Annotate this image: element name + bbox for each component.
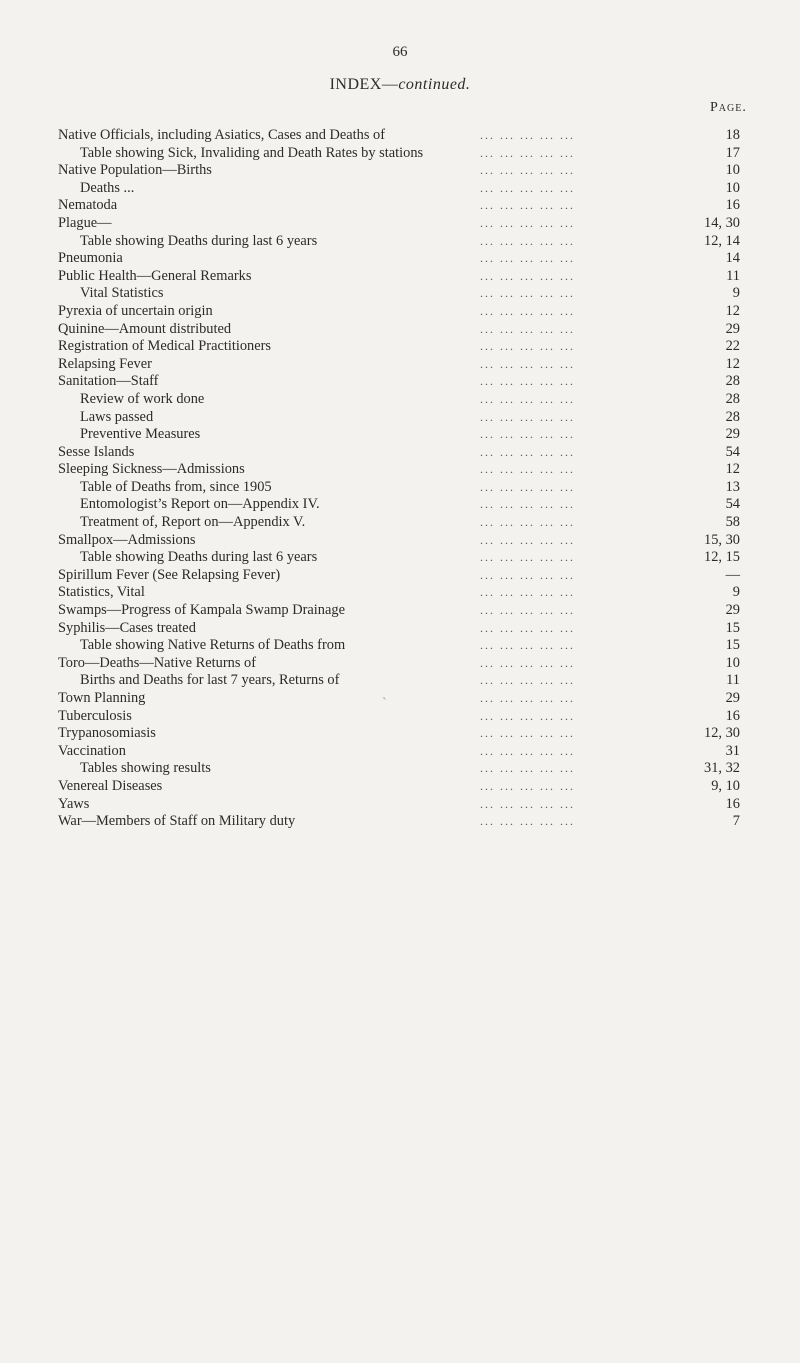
index-entry-label: Nematoda — [58, 197, 118, 214]
heading-continued: continued. — [398, 76, 471, 93]
index-entry-leader: ... ... ... ... ... — [480, 726, 575, 741]
index-entry-label: Vital Statistics — [80, 285, 164, 302]
index-entry-label: Toro—Deaths—Native Returns of — [58, 654, 257, 671]
index-entry-page: 12 — [725, 461, 740, 478]
index-entry-label: Pyrexia of uncertain origin — [58, 302, 213, 319]
index-entry-leader: ... ... ... ... ... — [480, 268, 575, 283]
index-entry — [0, 250, 800, 268]
index-entry-label: Relapsing Fever — [58, 355, 152, 372]
index-entry-page: — — [725, 566, 740, 583]
index-entry-leader: ... ... ... ... ... — [480, 251, 575, 266]
index-entry — [0, 285, 800, 303]
index-entry-leader: ... ... ... ... ... — [480, 708, 575, 723]
index-entry-label: Preventive Measures — [80, 426, 201, 443]
index-entry — [0, 444, 800, 462]
index-entry-label: Pneumonia — [58, 250, 123, 267]
index-entry-label: Sesse Islands — [58, 443, 135, 460]
index-entry-page: 9 — [732, 584, 740, 601]
index-entry-page: 15 — [725, 619, 740, 636]
heading-title: INDEX— — [329, 76, 399, 93]
index-entry-label: Vaccination — [58, 742, 126, 759]
index-entry-page: 14 — [725, 250, 740, 267]
index-entry-page: 12 — [725, 302, 740, 319]
index-entry-leader: ... ... ... ... ... — [480, 339, 575, 354]
index-entry — [0, 620, 800, 638]
index-entry — [0, 760, 800, 778]
index-entry — [0, 426, 800, 444]
index-entry — [0, 708, 800, 726]
index-entry — [0, 338, 800, 356]
index-entry-leader: ... ... ... ... ... — [480, 374, 575, 389]
index-entry — [0, 637, 800, 655]
index-entry-leader: ... ... ... ... ... — [480, 655, 575, 670]
index-entry-leader: ... ... ... ... ... — [480, 585, 575, 600]
index-entry — [0, 602, 800, 620]
index-entry-leader: ... ... ... ... ... — [480, 444, 575, 459]
index-entry-page: 58 — [725, 514, 740, 531]
index-entry — [0, 162, 800, 180]
index-entry-leader: ... ... ... ... ... — [480, 462, 575, 477]
index-entry-leader: ... ... ... ... ... — [480, 603, 575, 618]
index-entry-label: Tuberculosis — [58, 707, 132, 724]
index-entry — [0, 303, 800, 321]
index-entry — [0, 461, 800, 479]
index-entry-label: Trypanosomiasis — [58, 725, 156, 742]
index-entry — [0, 127, 800, 145]
index-entry-label: Table showing Native Returns of Deaths from — [80, 637, 346, 654]
index-entry-page: 10 — [725, 654, 740, 671]
index-entry-page: 31 — [725, 742, 740, 759]
index-entry-leader: ... ... ... ... ... — [480, 620, 575, 635]
index-entry-page: 16 — [725, 707, 740, 724]
index-entry-page: 31, 32 — [704, 760, 740, 777]
page-column-header: Page. — [710, 100, 747, 115]
index-entry-page: 28 — [725, 373, 740, 390]
index-entry — [0, 725, 800, 743]
index-entry — [0, 215, 800, 233]
index-entry-leader: ... ... ... ... ... — [480, 233, 575, 248]
index-entry-page: 11 — [726, 267, 740, 284]
index-entry — [0, 479, 800, 497]
index-entry-leader: ... ... ... ... ... — [480, 761, 575, 776]
index-entry-label: War—Members of Staff on Military duty — [58, 813, 296, 830]
index-entry — [0, 584, 800, 602]
index-entry — [0, 743, 800, 761]
index-entry-page: 12 — [725, 355, 740, 372]
index-entry-leader: ... ... ... ... ... — [480, 479, 575, 494]
index-entry-label: Town Planning — [58, 690, 146, 706]
index-entry-label: Venereal Diseases — [58, 777, 163, 794]
index-entry — [0, 532, 800, 550]
index-entry — [0, 268, 800, 286]
index-entry-leader: ... ... ... ... ... — [480, 128, 575, 142]
index-entry-label: Laws passed — [80, 408, 154, 425]
index-entry-label: Births and Deaths for last 7 years, Returns of — [80, 672, 340, 689]
index-entry-page: 29 — [725, 320, 740, 337]
index-entry-label: Table showing Sick, Invaliding and Death Rates by stations — [80, 144, 424, 161]
index-entry-label: Sleeping Sickness—Admissions — [58, 461, 245, 478]
index-entry-label: Quinine—Amount distributed — [58, 320, 232, 337]
index-entry-leader: ... ... ... ... ... — [480, 497, 575, 512]
index-entry-page: 10 — [725, 162, 740, 179]
index-entry-leader: ... ... ... ... ... — [480, 673, 575, 688]
index-entry-leader: ... ... ... ... ... — [480, 515, 575, 530]
index-entry-leader: ... ... ... ... ... — [480, 286, 575, 301]
index-entry — [0, 356, 800, 374]
scan-speck: ˴ — [382, 690, 387, 705]
index-entry-leader: ... ... ... ... ... — [480, 796, 575, 811]
index-entry-leader: ... ... ... ... ... — [480, 303, 575, 318]
index-entry-leader: ... ... ... ... ... — [480, 321, 575, 336]
index-entry-page: 22 — [725, 338, 740, 355]
index-entry-leader: ... ... ... ... ... — [480, 180, 575, 195]
index-entry — [0, 778, 800, 796]
index-entry-label: Public Health—General Remarks — [58, 267, 252, 284]
index-entry-leader: ... ... ... ... ... — [480, 145, 575, 160]
index-entry-page: 16 — [725, 795, 740, 812]
index-entry-page: 12, 14 — [704, 232, 740, 249]
index-entry-page: 9, 10 — [711, 777, 740, 794]
index-entry-leader: ... ... ... ... ... — [480, 691, 575, 705]
index-entry — [0, 549, 800, 567]
index-entry-leader: ... ... ... ... ... — [480, 743, 575, 758]
index-entry — [0, 567, 800, 585]
index-entry-page: 11 — [726, 672, 740, 689]
index-entry-label: Smallpox—Admissions — [58, 531, 196, 548]
index-entry-page: 7 — [732, 813, 740, 830]
index-entry — [0, 321, 800, 339]
index-entry — [0, 233, 800, 251]
index-entry-label: Spirillum Fever (See Relapsing Fever) — [58, 566, 281, 583]
index-entry-leader: ... ... ... ... ... — [480, 356, 575, 371]
index-entry-label: Tables showing results — [80, 760, 211, 777]
index-entry-leader: ... ... ... ... ... — [480, 814, 575, 829]
index-entry-label: Swamps—Progress of Kampala Swamp Drainage — [58, 602, 345, 619]
index-entry-page: 29 — [725, 690, 740, 706]
index-entry-page: 15 — [725, 637, 740, 654]
index-entry — [0, 672, 800, 690]
index-entry-label: Deaths ... — [80, 179, 135, 196]
index-entry-label: Treatment of, Report on—Appendix V. — [80, 514, 306, 531]
index-entry-page: 14, 30 — [704, 214, 740, 231]
index-entry-page: 28 — [725, 408, 740, 425]
index-entry-page: 54 — [725, 443, 740, 460]
index-entry-page: 9 — [732, 285, 740, 302]
index-entry-label: Sanitation—Staff — [58, 373, 159, 390]
index-list — [0, 127, 800, 831]
index-entry-leader: ... ... ... ... ... — [480, 215, 575, 230]
index-entry-page: 13 — [725, 478, 740, 495]
index-entry-label: Table showing Deaths during last 6 years — [80, 232, 318, 249]
index-entry-page: 10 — [725, 179, 740, 196]
index-entry — [0, 409, 800, 427]
page-number: 66 — [392, 44, 408, 60]
index-entry-leader: ... ... ... ... ... — [480, 163, 575, 178]
index-entry — [0, 197, 800, 215]
index-entry-label: Statistics, Vital — [58, 584, 145, 601]
index-entry-label: Table showing Deaths during last 6 years — [80, 549, 318, 566]
index-entry-page: 12, 30 — [704, 725, 740, 742]
index-entry — [0, 373, 800, 391]
index-entry-label: Entomologist’s Report on—Appendix IV. — [80, 496, 320, 513]
index-entry-page: 12, 15 — [704, 549, 740, 566]
index-entry-leader: ... ... ... ... ... — [480, 532, 575, 547]
index-entry-leader: ... ... ... ... ... — [480, 409, 575, 424]
index-entry-label: Review of work done — [80, 390, 205, 407]
index-entry-label: Native Population—Births — [58, 162, 212, 179]
index-entry-page: 16 — [725, 197, 740, 214]
index-entry — [0, 690, 800, 708]
index-entry-leader: ... ... ... ... ... — [480, 567, 575, 582]
index-entry-label: Plague— — [58, 214, 112, 231]
index-entry-page: 29 — [725, 426, 740, 443]
index-entry-page: 54 — [725, 496, 740, 513]
index-entry-leader: ... ... ... ... ... — [480, 638, 575, 653]
index-entry-page: 15, 30 — [704, 531, 740, 548]
index-entry-label: Registration of Medical Practitioners — [58, 338, 272, 355]
index-entry-label: Syphilis—Cases treated — [58, 619, 196, 636]
index-entry-leader: ... ... ... ... ... — [480, 427, 575, 442]
index-entry — [0, 391, 800, 409]
index-entry-page: 17 — [725, 144, 740, 161]
index-entry — [0, 145, 800, 163]
index-entry — [0, 655, 800, 673]
index-entry-leader: ... ... ... ... ... — [480, 198, 575, 213]
index-heading — [0, 76, 800, 94]
index-entry — [0, 796, 800, 814]
index-entry-leader: ... ... ... ... ... — [480, 391, 575, 406]
index-entry-leader: ... ... ... ... ... — [480, 778, 575, 793]
index-entry-page: 18 — [725, 127, 740, 143]
index-entry-page: 28 — [725, 390, 740, 407]
index-entry-page: 29 — [725, 602, 740, 619]
index-entry — [0, 514, 800, 532]
index-entry — [0, 496, 800, 514]
index-entry — [0, 813, 800, 831]
index-entry-label: Native Officials, including Asiatics, Cases and Deaths of — [58, 127, 386, 143]
index-entry-leader: ... ... ... ... ... — [480, 550, 575, 565]
index-entry-label: Yaws — [58, 795, 90, 812]
index-entry — [0, 180, 800, 198]
index-entry-label: Table of Deaths from, since 1905 — [80, 478, 272, 495]
